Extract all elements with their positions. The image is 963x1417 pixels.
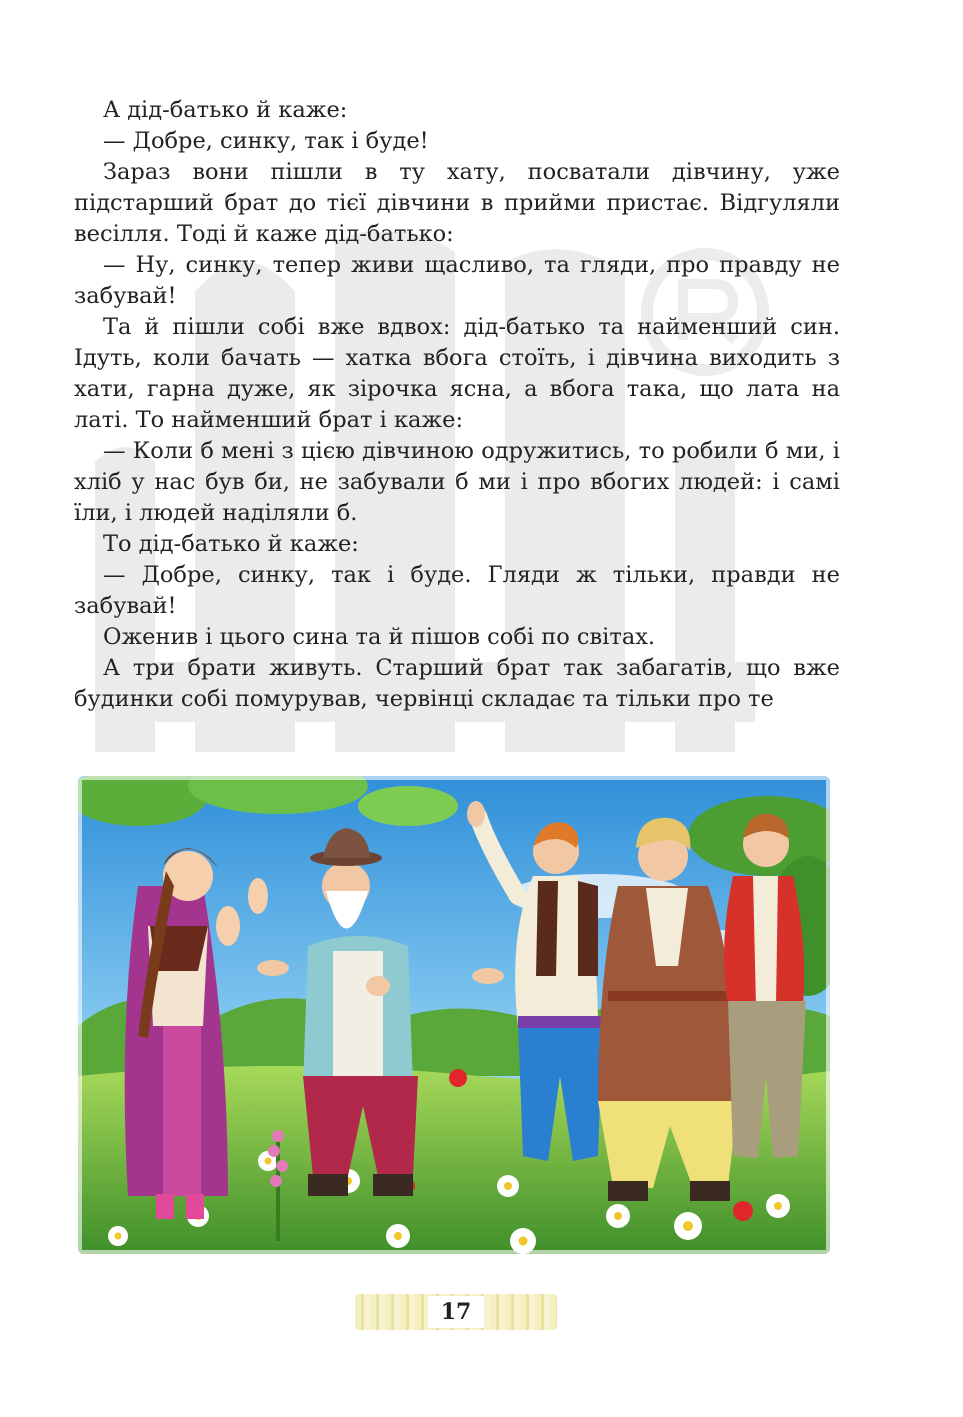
paragraph: — Добре, синку, так і буде. Гляди ж тільки, правди не забувай!	[74, 562, 840, 619]
paragraph: То дід-батько й каже:	[103, 531, 359, 557]
paragraph: А три брати живуть. Старший брат так забагатів, що вже будинки собі помурував, червінці складає та тільки про те	[74, 655, 840, 712]
page-number-block	[355, 1294, 557, 1330]
page-number: 17	[428, 1296, 484, 1328]
paragraph: Оженив і цього сина та й пішов собі по світах.	[103, 624, 656, 650]
paragraph: — Коли б мені з цією дівчиною одружитись, то робили б ми, і хліб у нас був би, не забували б ми і про вбогих людей: і самі їли, і людей наділяли б.	[74, 438, 840, 526]
paragraph: Та й пішли собі вже вдвох: дід-батько та найменший син. Ідуть, коли бачать — хатка вбога стоїть, і дівчина виходить з хати, гарна дуже, як зірочка ясна, а вбога така, що лата на латі. То найменший брат і каже:	[74, 314, 840, 433]
story-text	[74, 95, 840, 715]
paragraph: — Добре, синку, так і буде!	[103, 128, 429, 154]
paragraph: — Ну, синку, тепер живи щасливо, та гляди, про правду не забувай!	[74, 252, 840, 309]
paragraph: А дід-батько й каже:	[103, 97, 348, 123]
paragraph: Зараз вони пішли в ту хату, посватали дівчину, уже підстарший брат до тієї дівчини в прийми пристає. Відгуляли весілля. Тоді й каже дід-батько:	[74, 159, 840, 247]
story-illustration	[78, 776, 830, 1254]
